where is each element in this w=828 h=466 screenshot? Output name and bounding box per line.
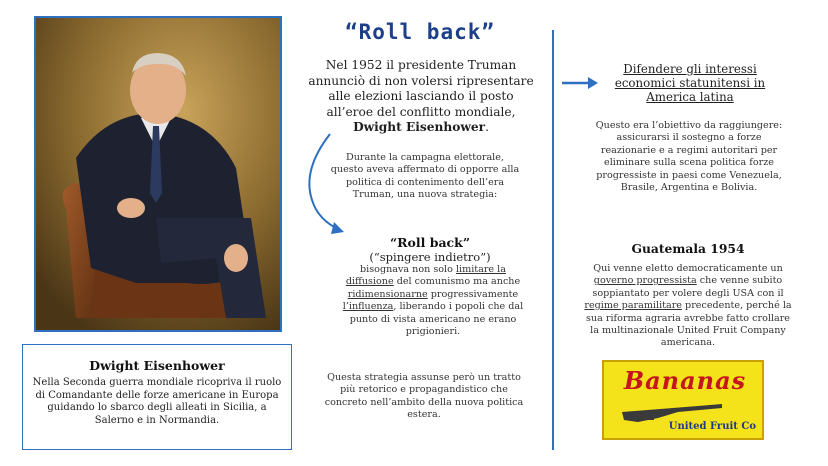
underlined-phrase: l’influenza <box>342 301 394 313</box>
intro-name: Dwight Eisenhower <box>353 120 486 134</box>
objective-text: Questo era l’obiettivo da raggiungere: assicurarsi il sostegno a forze reazionarie e a regimi autoritari per eliminare sulla scena politica forze progressiste in paesi come Venezuela, Brasile, Argentina e Bolivia. <box>595 120 783 194</box>
underlined-phrase: limitare la diffusione <box>345 264 506 288</box>
caption-box <box>22 344 292 450</box>
rollback-title: “Roll back” <box>389 235 471 250</box>
intro-paragraph <box>306 58 536 136</box>
page-title: “Roll back” <box>344 20 496 44</box>
caption-title: Dwight Eisenhower <box>89 358 225 373</box>
underlined-phrase: ridimensionarne <box>347 288 428 300</box>
rollback-text <box>338 264 528 338</box>
rollback-text-part: progressivamente <box>430 288 519 300</box>
rollback-text-part: del comunismo ma anche <box>396 276 521 288</box>
campaign-text: Durante la campagna elettorale, questo aveva affermato di opporre alla politica di contenimento dell’era Truman, una nuova strategia: <box>330 152 520 201</box>
guatemala-title: Guatemala 1954 <box>631 241 745 256</box>
guatemala-text-part: Qui venne eletto democraticamente un <box>593 263 783 274</box>
underlined-phrase: governo progressista <box>593 275 697 287</box>
guatemala-text-part: che venne subito soppiantato per volere degli USA con il <box>592 275 784 299</box>
caption-text: Nella Seconda guerra mondiale ricopriva il ruolo di Comandante delle forze americane in Europa guidando lo sbarco degli alleati in Sicilia, a Salerno e in Normandia. <box>32 377 282 426</box>
portrait-illustration <box>36 18 280 330</box>
rollback-subtitle: (“spingere indietro”) <box>369 250 491 264</box>
strategy-text: Questa strategia assunse però un tratto più retorico e propagandistico che concreto nell’ambito della nuova politica estera. <box>324 372 524 421</box>
column-divider <box>552 30 554 450</box>
right-arrow-icon <box>560 76 600 90</box>
guatemala-text <box>582 263 794 350</box>
united-fruit-logo <box>602 360 764 440</box>
intro-text: Nel 1952 il presidente Truman annunciò di non volersi ripresentare alle elezioni lasciando il posto all’eroe del conflitto mondiale, <box>308 58 534 119</box>
defend-heading: Difendere gli interessi economici statunitensi in America latina <box>614 62 766 104</box>
logo-subtitle: United Fruit Co <box>668 421 756 432</box>
rollback-text-part: , liberando i popoli che dal punto di vista americano ne erano prigionieri. <box>349 301 524 338</box>
rollback-text-part: bisognava non solo <box>360 264 453 275</box>
intro-end: . <box>485 120 489 134</box>
eisenhower-portrait <box>34 16 282 332</box>
logo-word: Bananas <box>623 366 747 395</box>
underlined-phrase: regime paramilitare <box>584 300 682 312</box>
guatemala-text-part: precedente, perché la sua riforma agraria avrebbe fatto crollare la multinazionale United Fruit Company americana. <box>586 300 792 349</box>
